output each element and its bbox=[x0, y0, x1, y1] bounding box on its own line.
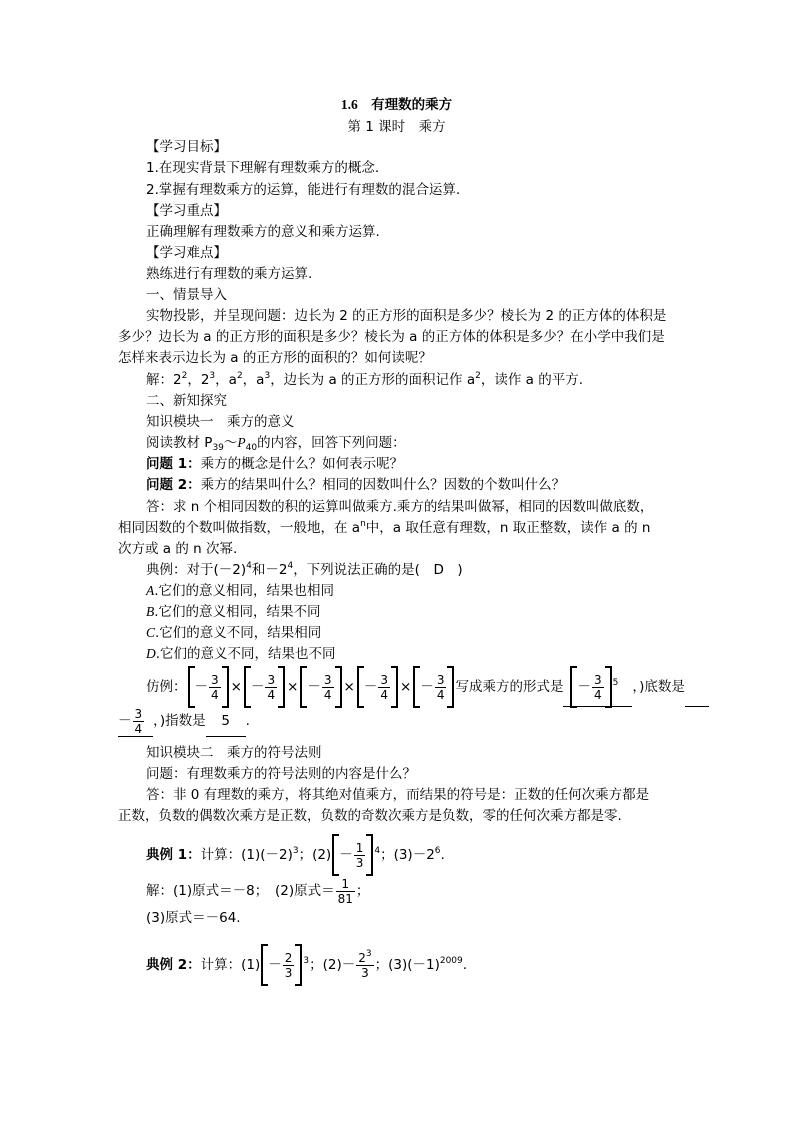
intro-line-3: 怎样来表示边长为 a 的正方形的面积的？如何读呢？ bbox=[118, 350, 432, 366]
imitation-example: 仿例： － $\frac{3}{4}$ × － $\frac{3}{4}$ × － $\frac{3}{4}$ × － $\frac{3}{4}$ × － $\frac{3}{4}$ 写成乘方的形式是 － $\frac{3}{4}$ $^5$ ，)底数是 bbox=[146, 668, 709, 707]
intro-solution: 解：$2^2$，$2^3$，$a^2$，$a^3$，边长为 a 的正方形的面积记作 $a^2$，读作 a 的平方. bbox=[146, 371, 583, 388]
bracket-fraction: － $\frac{3}{4}$ bbox=[188, 668, 229, 706]
question-1: 问题 1：乘方的概念是什么？如何表示呢？ bbox=[146, 456, 404, 472]
intro-line-1: 实物投影，并呈现问题：边长为 2 的正方形的面积是多少？棱长为 2 的正方体的体积是 bbox=[146, 308, 667, 324]
key-text: 正确理解有理数乘方的意义和乘方运算. bbox=[146, 224, 380, 240]
answer-line-4: 答：非 0 有理数的乘方，将其绝对值乘方，而结果的符号是：正数的任何次乘方都是 bbox=[146, 787, 650, 803]
option-d: D.它们的意义不同，结果也不同 bbox=[146, 646, 336, 662]
bracket-fraction: － $\frac{3}{4}$ bbox=[244, 668, 285, 706]
example-2: 典例 2：计算：(1) － $\frac{2}{3}$ $^3$；(2)－ $\frac{2^3}{3}$ ；$(3)(-1)^{2009}$. bbox=[146, 946, 467, 984]
answer-line-5: 正数，负数的偶数次乘方是正数，负数的奇数次乘方是负数，零的任何次乘方都是零. bbox=[118, 808, 622, 824]
imitation-example-cont: － $\frac{3}{4}$ ，)指数是 5 . bbox=[118, 706, 250, 736]
lesson-title: 1.6 有理数的乘方 bbox=[340, 97, 453, 112]
answer-blank-exponent: 5 bbox=[206, 706, 246, 737]
option-b: B.它们的意义相同，结果不同 bbox=[146, 604, 321, 620]
bracket-fraction: － $\frac{3}{4}$ bbox=[357, 668, 398, 706]
lesson-subtitle: 第 1 课时 乘方 bbox=[347, 119, 446, 135]
intro-line-2: 多少？边长为 a 的正方形的面积是多少？棱长为 a 的正方体的体积是多少？在小学中我们是 bbox=[118, 329, 665, 345]
section-key-heading: 【学习重点】 bbox=[146, 203, 227, 219]
question-2: 问题 2：乘方的结果叫什么？相同的因数叫什么？因数的个数叫什么？ bbox=[146, 477, 566, 493]
bracket-fraction: － $\frac{2}{3}$ bbox=[261, 946, 302, 984]
example-question: 典例：对于$(-2)^4$和$-2^4$，下列说法正确的是( D ) bbox=[146, 561, 463, 578]
section-goal-heading: 【学习目标】 bbox=[146, 139, 227, 155]
option-c: C.它们的意义不同，结果相同 bbox=[146, 625, 322, 641]
question-3: 问题：有理数乘方的符号法则的内容是什么？ bbox=[146, 766, 416, 782]
answer-blank-power: － $\frac{3}{4}$ $^5$ bbox=[563, 668, 632, 707]
bracket-fraction: － $\frac{1}{3}$ bbox=[332, 836, 373, 874]
option-a: A.它们的意义相同，结果也相同 bbox=[146, 583, 335, 599]
goal-2: 2.掌握有理数乘方的运算，能进行有理数的混合运算. bbox=[146, 182, 461, 198]
answer-line-3: 次方或 a 的 n 次幂. bbox=[118, 541, 238, 557]
answer-blank-base: － $\frac{3}{4}$ bbox=[118, 706, 153, 737]
goal-1: 1.在现实背景下理解有理数乘方的概念. bbox=[146, 160, 380, 176]
reading-instruction: 阅读教材 $P_{39}\sim P_{40}$的内容，回答下列问题： bbox=[146, 435, 406, 453]
bracket-fraction: － $\frac{3}{4}$ bbox=[413, 668, 454, 706]
difficulty-text: 熟练进行有理数的乘方运算. bbox=[146, 266, 313, 282]
module-1-heading: 知识模块一 乘方的意义 bbox=[146, 414, 295, 430]
answer-line-2: 相同因数的个数叫做指数，一般地，在 $a^n$中，a 取任意有理数，n 取正整数，读作 a 的 n bbox=[118, 519, 651, 536]
module-2-heading: 知识模块二 乘方的符号法则 bbox=[146, 745, 322, 761]
part-1-heading: 一、情景导入 bbox=[146, 287, 227, 303]
section-difficulty-heading: 【学习难点】 bbox=[146, 245, 227, 261]
part-2-heading: 二、新知探究 bbox=[146, 393, 227, 409]
example-1-solution-3: (3)原式＝－64. bbox=[146, 910, 241, 926]
bracket-fraction: － $\frac{3}{4}$ bbox=[300, 668, 341, 706]
example-1-solution: 解：(1)原式＝－8； (2)原式＝ $\frac{1}{81}$ ； bbox=[146, 876, 370, 906]
example-1: 典例 1：计算：$(1)(-2)^3$；(2) － $\frac{1}{3}$ $^4$；$(3)-2^6$. bbox=[146, 836, 445, 874]
answer-line-1: 答：求 n 个相同因数的积的运算叫做乘方.乘方的结果叫做幂，相同的因数叫做底数， bbox=[146, 499, 654, 515]
